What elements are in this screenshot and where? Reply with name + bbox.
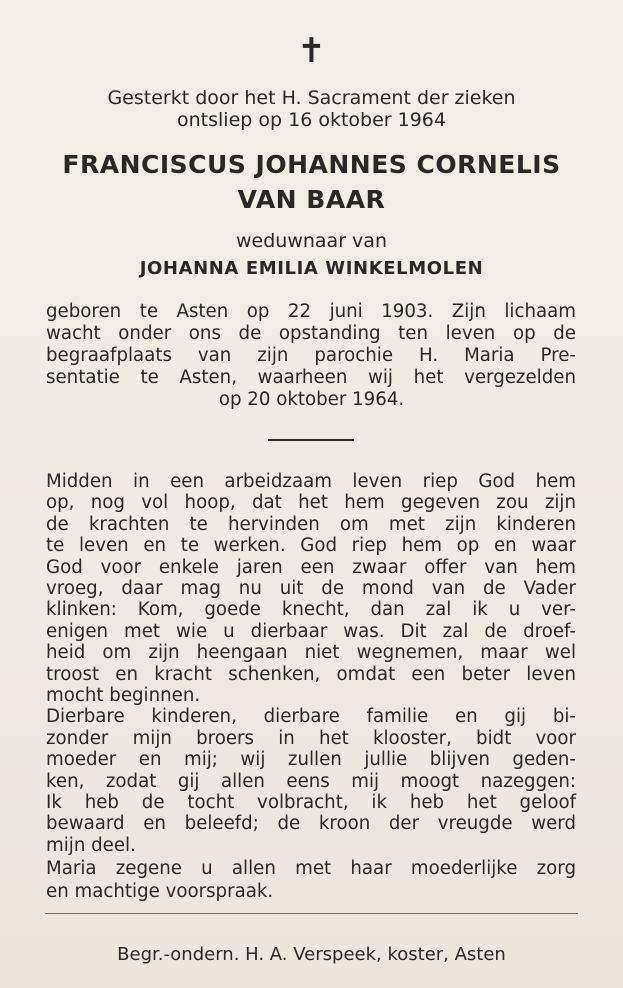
paragraph-1-line: God voor enkele jaren een zwaar offer van hem	[46, 556, 576, 578]
birth-burial-line: begraafplaats van zijn parochie H. Maria Pre-	[46, 345, 576, 366]
deceased-name-line-1: FRANCISCUS JOHANNES CORNELIS	[62, 150, 561, 179]
paragraph-1-line: Midden in een arbeidzaam leven riep God hem	[46, 471, 576, 492]
paragraph-1-line: enigen met wie u dierbaar was. Dit zal de droef-	[46, 620, 576, 642]
deceased-name-line-2: VAN BAAR	[237, 185, 386, 214]
birth-burial-line: wacht onder ons de opstanding ten leven op de	[46, 323, 576, 344]
paragraph-3-last-line: en machtige voorspraak.	[46, 881, 274, 902]
intro-line-2: ontsliep op 16 oktober 1964	[177, 109, 446, 131]
widower-label: weduwnaar van	[236, 230, 387, 252]
cross-icon: ✝	[297, 31, 326, 71]
paragraph-2-line: bewaard en beleefd; de kroon der vreugde werd	[46, 813, 576, 835]
birth-burial-line: geboren te Asten op 22 juni 1903. Zijn lichaam	[46, 301, 576, 322]
paragraph-3-line: Maria zegene u allen met haar moederlijke zorg	[46, 858, 576, 879]
paragraph-2-last-line: mijn deel.	[46, 834, 136, 856]
paragraph-2-line: zonder mijn broers in het klooster, bidt voor	[46, 727, 576, 749]
paragraph-1-line: de krachten te hervinden om met zijn kinderen	[46, 513, 576, 535]
divider-long	[45, 913, 578, 914]
paragraph-1-line: te leven en te werken. God riep hem op en waar	[46, 535, 576, 557]
paragraph-2-line: Dierbare kinderen, dierbare familie en gij bi-	[46, 706, 576, 728]
paragraph-2-line: Ik heb de tocht volbracht, ik heb het geloof	[46, 792, 576, 813]
divider-short	[268, 439, 354, 441]
paragraph-1-line: troost en kracht schenken, omdat een beter leven	[46, 663, 576, 685]
paragraph-2-line: moeder en mij; wij zullen jullie blijven geden-	[46, 749, 576, 771]
paragraph-1-last-line: mocht beginnen.	[46, 685, 201, 706]
paragraph-1-line: klinken: Kom, goede knecht, dan zal ik u ver-	[46, 599, 576, 621]
paragraph-1-line: vroeg, daar mag nu uit de mond van de Vader	[46, 578, 576, 599]
paragraph-1-line: op, nog vol hoop, dat het hem gegeven zou zijn	[46, 492, 576, 514]
intro-line-1: Gesterkt door het H. Sacrament der zieken	[107, 87, 516, 109]
birth-burial-last-line: op 20 oktober 1964.	[218, 389, 405, 410]
paragraph-1-line: heid om zijn heengaan niet wegnemen, maar wel	[46, 642, 576, 664]
paragraph-2-line: ken, zodat gij allen eens mij moogt nazeggen:	[46, 770, 576, 792]
funeral-director-footer: Begr.-ondern. H. A. Verspeek, koster, Asten	[117, 944, 506, 965]
birth-burial-line: sentatie te Asten, waarheen wij het vergezelden	[46, 367, 576, 388]
spouse-name: JOHANNA EMILIA WINKELMOLEN	[139, 258, 484, 279]
